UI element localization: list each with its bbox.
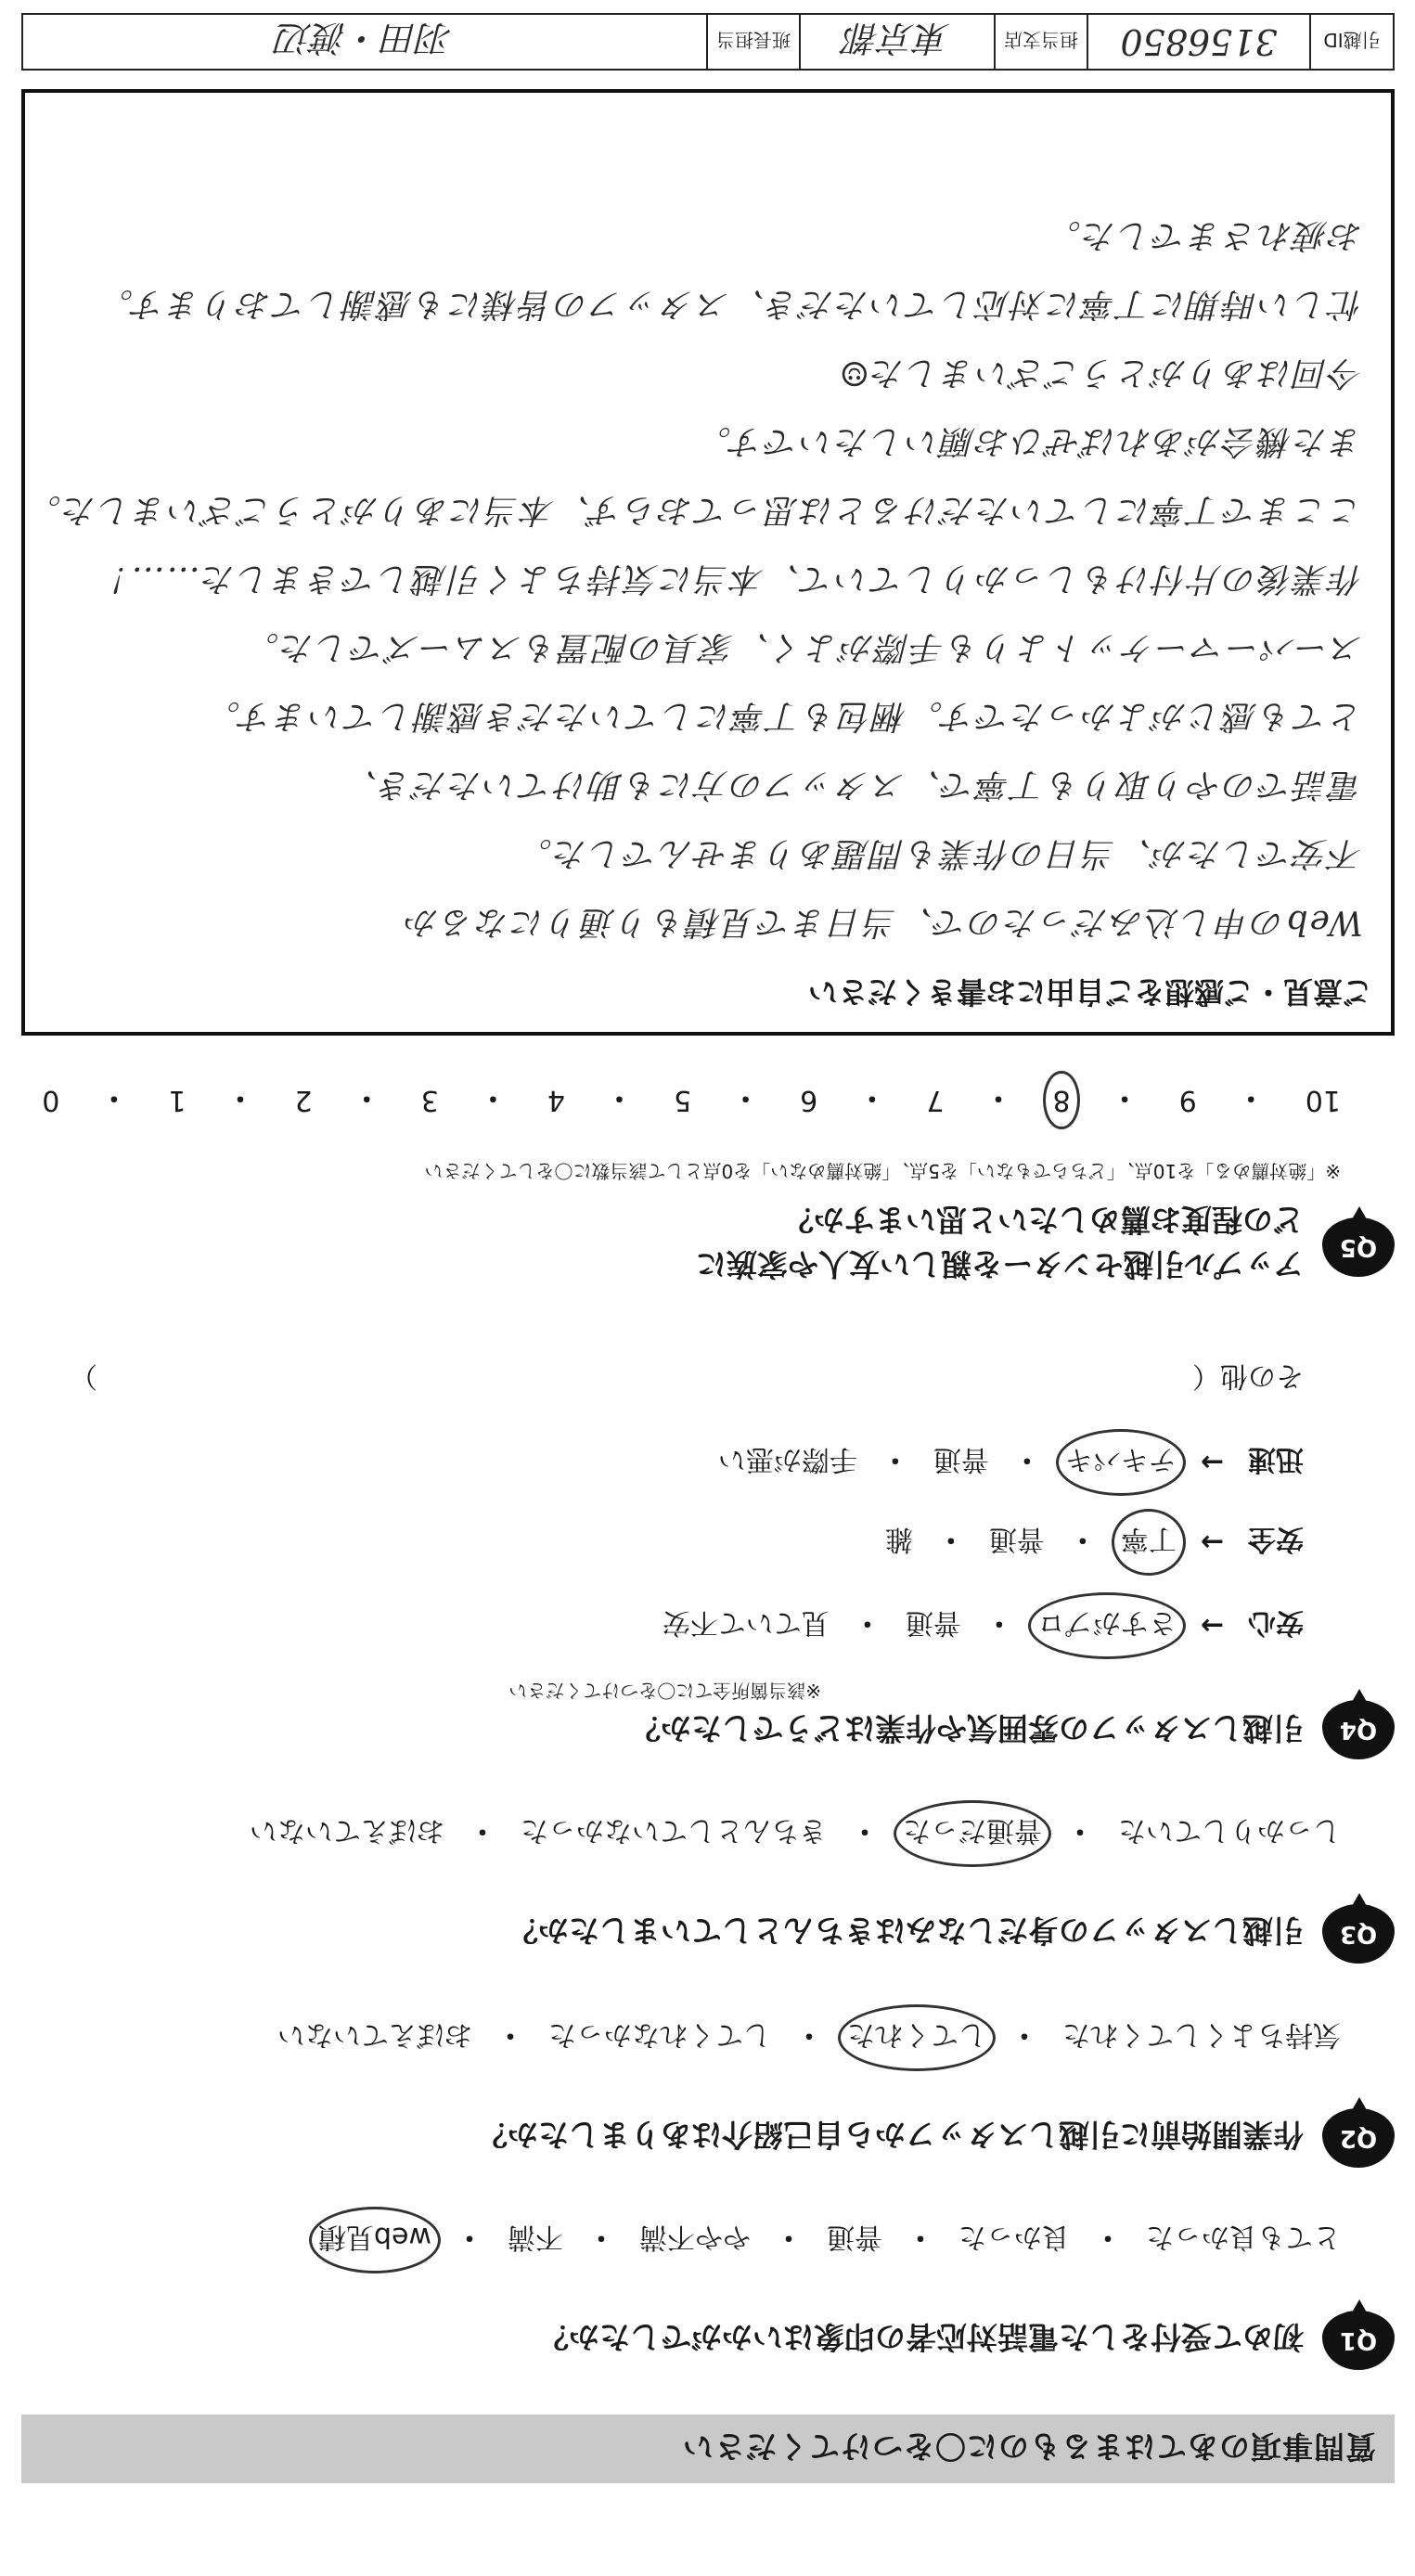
comment-line: スーパーマーケットよりも手際がよく、家具の配置もスムーズでした。	[243, 628, 1363, 666]
comment-title: ご意見・ご感想をご自由にお書きください	[807, 974, 1372, 1010]
comment-line: 電話でのやり取りも丁寧で、スタッフの方にも助けていただき、	[342, 766, 1363, 804]
id-table	[21, 13, 1395, 71]
id-label-cell: 引越ID	[1309, 15, 1393, 69]
q5-question-line1: アップル引越センターを親しい友人や家族に	[695, 1246, 1304, 1282]
comment-line: 忙しい時期に丁寧に対応していただき、スタッフの皆様にも感謝しております。	[97, 285, 1363, 323]
q3-option-1[interactable]: しっかりしていた	[1118, 1814, 1341, 1847]
branch-value-cell: 東京都	[799, 15, 994, 69]
comment-line: また機会があればぜひお願いしたいです。	[695, 422, 1363, 460]
q5-scale: 10 ・ 9 ・ 8 ・ 7 ・ 6 ・ 5 ・ 4 ・ 3 ・ 2 ・ 1 ・ 0	[42, 1081, 1341, 1117]
scale-1[interactable]: 1	[168, 1084, 187, 1117]
q3-option-2-selected[interactable]: 普通だった	[903, 1813, 1042, 1854]
q1-badge: Q1	[1322, 2311, 1395, 2370]
team-label-cell: 班長担当	[706, 15, 799, 69]
q3-options: しっかりしていた ・ 普通だった ・ きちんとしていなかった ・ おぼえていない	[250, 1813, 1341, 1854]
q3-badge: Q3	[1322, 1904, 1395, 1964]
q1-option-3[interactable]: 普通	[827, 2221, 882, 2253]
q2-options: 気持ちよくしてくれた ・ してくれた ・ してくれなかった ・ おぼえていない	[277, 2017, 1341, 2058]
team-value-cell: 羽田・渡辺	[277, 18, 454, 59]
q2-option-2-selected[interactable]: してくれた	[847, 2017, 986, 2058]
branch-label-cell: 担当支店	[994, 15, 1087, 69]
scale-5[interactable]: 5	[674, 1084, 692, 1117]
q5-badge: Q5	[1322, 1217, 1395, 1277]
q4-row-anzen: 安全 → 丁寧 ・ 普通 ・ 雑	[885, 1522, 1304, 1563]
scale-9[interactable]: 9	[1178, 1084, 1197, 1117]
q2-option-4[interactable]: おぼえていない	[277, 2018, 472, 2051]
scale-10[interactable]: 10	[1305, 1084, 1341, 1117]
q3-option-3[interactable]: きちんとしていなかった	[521, 1814, 827, 1847]
q2-question: 作業開始前に引越しスタッフから自己紹介はありましたか？	[477, 2117, 1304, 2153]
comment-line: 今回はありがとうございました☺	[837, 354, 1363, 392]
q4-row-jinsoku: 迅速 → テキパキ ・ 普通 ・ 手際が悪い	[718, 1442, 1304, 1483]
arrow-right-icon: →	[1200, 1526, 1224, 1559]
q4-other-label: その他（	[1192, 1359, 1304, 1392]
comment-box[interactable]	[21, 89, 1395, 1036]
q1-option-2[interactable]: 良かった	[958, 2221, 1070, 2253]
q4-row3-option-1-selected[interactable]: テキパキ	[1065, 1442, 1177, 1483]
q4-row-label: 迅速	[1248, 1443, 1304, 1475]
arrow-right-icon: →	[1200, 1609, 1224, 1642]
q4-row3-option-2[interactable]: 普通	[933, 1443, 989, 1475]
q4-row3-option-3[interactable]: 手際が悪い	[717, 1443, 857, 1475]
comment-line: Webの申し込みだったので、当日まで見積もり通りになるか	[404, 903, 1363, 941]
scale-2[interactable]: 2	[294, 1084, 313, 1117]
q4-badge: Q4	[1322, 1700, 1395, 1759]
q4-note: ※該当箇所全てに〇をつけてください	[508, 1680, 821, 1702]
q5-question-line2: どの程度お薦めしたいと思いますか？	[783, 1202, 1304, 1238]
arrow-right-icon: →	[1200, 1446, 1224, 1479]
comment-line: 不安でしたが、当日の作業も問題ありませんでした。	[516, 834, 1363, 872]
comment-line: 作業後の片付けもしっかりしていて、本当に気持ちよく引越しできました……！	[94, 560, 1363, 598]
id-value-cell: 3156850	[1087, 15, 1309, 69]
q4-row2-option-1-selected[interactable]: 丁寧	[1121, 1522, 1177, 1563]
comment-line: ここまで丁寧にしていただけるとは思っておらず、本当にありがとうございました。	[25, 491, 1363, 529]
q3-question: 引越しスタッフの身だしなみはきちんとしていましたか？	[508, 1913, 1304, 1949]
q1-options: とても良かった ・ 良かった ・ 普通 ・ やや不満 ・ 不満 ・ web見積	[318, 2220, 1341, 2260]
q2-badge: Q2	[1322, 2108, 1395, 2168]
q1-option-1[interactable]: とても良かった	[1146, 2221, 1341, 2253]
q1-question: 初めて受付をした電話対応者の印象はいかがでしたか？	[538, 2319, 1304, 2355]
q1-option-5[interactable]: 不満	[508, 2221, 563, 2253]
q4-other	[70, 1359, 1304, 1399]
q1-option-6-selected[interactable]: web見積	[318, 2220, 431, 2260]
q4-question: 引越しスタッフの雰囲気や作業はどうでしたか？	[630, 1710, 1304, 1746]
q1-option-4[interactable]: やや不満	[639, 2221, 751, 2253]
q3-option-4[interactable]: おぼえていない	[250, 1814, 444, 1847]
q5-note: ※「絶対薦める」を10点、「どちらでもない」を5点、「絶対薦めない」を0点として該当数に〇をしてください	[424, 1160, 1341, 1182]
q4-row2-option-2[interactable]: 普通	[988, 1523, 1045, 1555]
instruction-title: 質問事項のあてはまるものに〇をつけてください	[682, 2428, 1376, 2466]
comment-line: お疲れさまでした。	[1045, 216, 1363, 254]
scale-8-selected[interactable]: 8	[1052, 1084, 1071, 1117]
q4-row1-option-3[interactable]: 見ていて不安	[662, 1606, 830, 1639]
q4-other-close: ）	[70, 1359, 97, 1392]
scale-3[interactable]: 3	[420, 1084, 439, 1117]
instruction-band	[21, 2415, 1395, 2483]
comment-line: とても感じがよかったです。梱包も丁寧にしていただき感謝しています。	[204, 697, 1363, 735]
q4-row1-option-2[interactable]: 普通	[905, 1606, 961, 1639]
q4-row1-option-1-selected[interactable]: さすがプロ	[1037, 1605, 1177, 1646]
q4-row-label: 安心	[1248, 1606, 1304, 1639]
q2-option-3[interactable]: してくれなかった	[548, 2018, 771, 2051]
q2-option-1[interactable]: 気持ちよくしてくれた	[1062, 2018, 1341, 2051]
q4-row-anshin: 安心 → さすがプロ ・ 普通 ・ 見ていて不安	[662, 1605, 1304, 1646]
scale-6[interactable]: 6	[800, 1084, 818, 1117]
scale-0[interactable]: 0	[42, 1084, 60, 1117]
q4-row-label: 安全	[1248, 1523, 1304, 1555]
q4-row2-option-3[interactable]: 雑	[884, 1523, 913, 1555]
scale-4[interactable]: 4	[547, 1084, 565, 1117]
scale-7[interactable]: 7	[926, 1084, 945, 1117]
